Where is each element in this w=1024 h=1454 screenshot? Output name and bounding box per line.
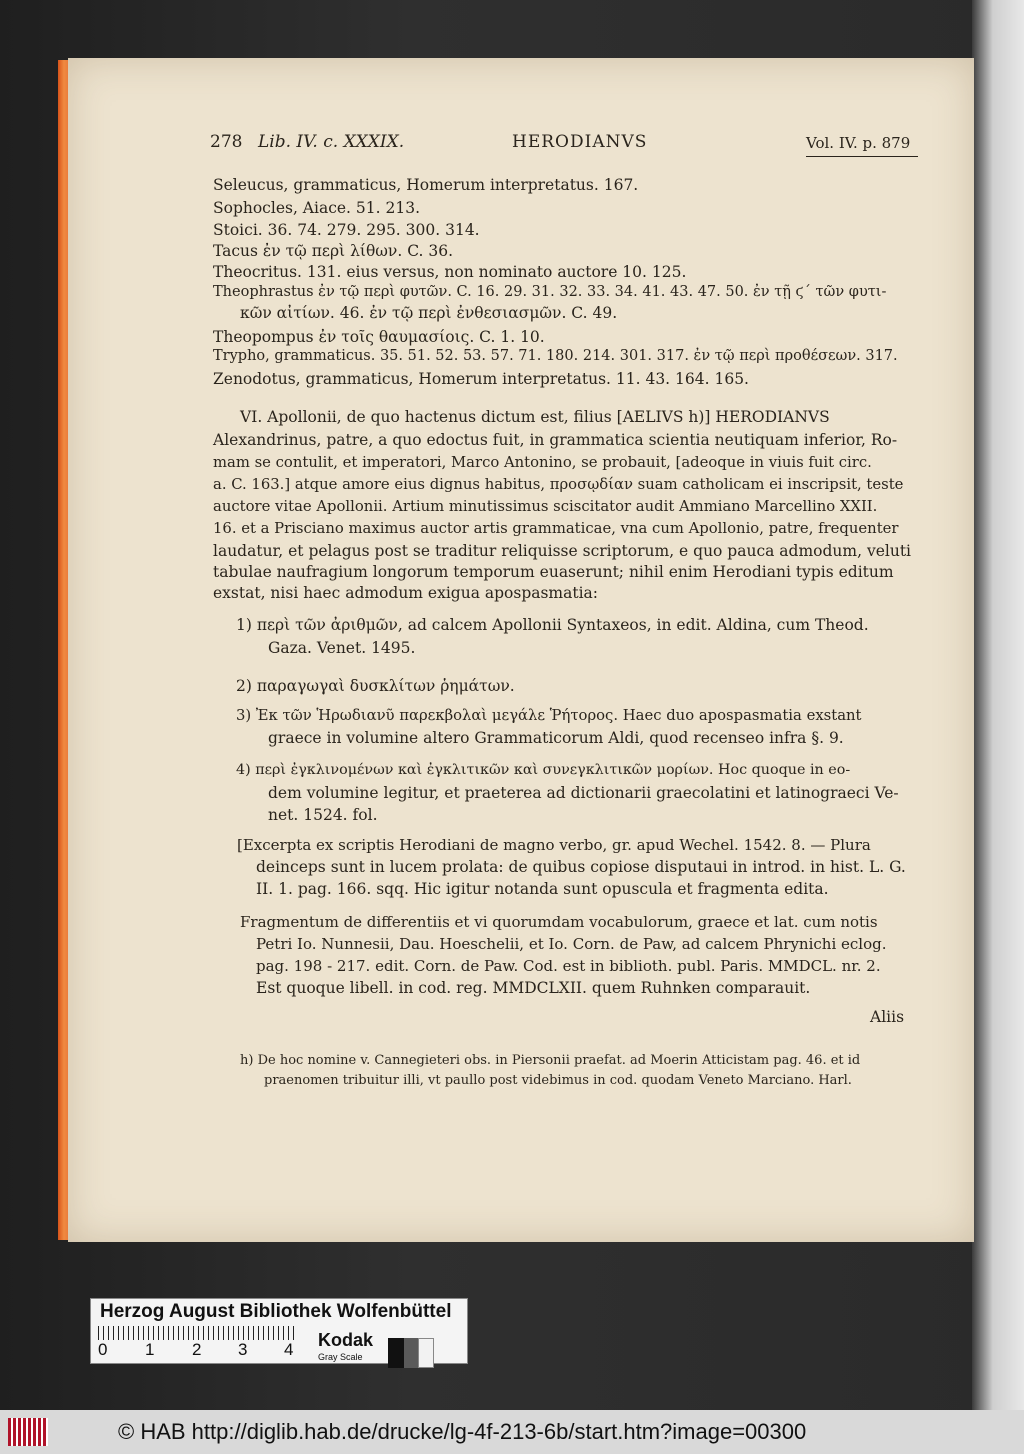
index-line: Theopompus ἐν τοῖς θαυμασίοις. C. 1. 10. [213,328,545,346]
book-reference: Lib. IV. c. XXXIX. [258,132,405,152]
library-label-title: Herzog August Bibliothek Wolfenbüttel [100,1301,452,1322]
paragraph-line: tabulae naufragium longorum temporum euaserunt; nihil enim Herodiani typis editum [213,563,894,581]
footer-copyright-link[interactable]: © HAB http://diglib.hab.de/drucke/lg-4f-213-6b/start.htm?image=00300 [118,1419,807,1444]
gray-scale-caption: Gray Scale [318,1352,363,1362]
fragmentum-line: pag. 198 - 217. edit. Corn. de Paw. Cod. est in biblioth. publ. Paris. MMDCL. nr. 2. [256,957,881,975]
paragraph-line: auctore vitae Apollonii. Artium minutissimus sciscitator audit Ammiano Marcellino XXII. [213,498,878,515]
page-number: 278 [210,132,243,152]
ruler-number: 4 [284,1340,294,1359]
index-line: Sophocles, Aiace. 51. 213. [213,199,420,217]
volume-reference: Vol. IV. p. 879 [806,134,911,152]
index-line: κῶν αἰτίων. 46. ἐν τῷ περὶ ἐνθεσιασμῶν. C. 49. [240,304,618,322]
header-underline [806,156,918,157]
paragraph-line: a. C. 163.] atque amore eius dignus habitus, προσῳδίαν suam catholicam ei inscripsit, teste [213,476,904,493]
paragraph-line: exstat, nisi haec admodum exigua apospasmatia: [213,584,599,602]
index-line: Theocritus. 131. eius versus, non nominato auctore 10. 125. [213,263,687,281]
footnote-line: praenomen tribuitur illi, vt paullo post videbimus in cod. quodam Veneto Marciano. Harl. [264,1073,852,1088]
ruler-number: 3 [238,1340,248,1359]
ruler-number: 1 [145,1340,155,1359]
excerpta-line: II. 1. pag. 166. sqq. Hic igitur notanda sunt opuscula et fragmenta edita. [256,880,829,898]
list-item-line: 3) Ἐκ τῶν Ἡρωδιανῦ παρεκβολαὶ μεγάλε Ῥήτορος. Haec duo apospasmatia exstant [236,707,862,724]
kodak-brand: Kodak [318,1330,374,1350]
index-line: Trypho, grammaticus. 35. 51. 52. 53. 57. 71. 180. 214. 301. 317. ἐν τῷ περὶ προθέσεων. 317. [213,348,898,364]
list-item-line: 2) παραγωγαὶ δυσκλίτων ῥημάτων. [236,677,515,695]
fragmentum-line: Petri Io. Nunnesii, Dau. Hoeschelii, et Io. Corn. de Paw, ad calcem Phrynichi eclog. [256,935,887,953]
list-item-line: net. 1524. fol. [268,806,378,824]
ruler-number: 2 [192,1340,202,1359]
catchword: Aliis [870,1008,905,1026]
list-item-line: dem volumine legitur, et praeterea ad dictionarii graecolatini et latinograeci Ve- [268,784,899,802]
paragraph-line: laudatur, et pelagus post se traditur reliquisse scriptorum, e quo pauca admodum, veluti [213,542,912,560]
index-line: Stoici. 36. 74. 279. 295. 300. 314. [213,221,480,239]
ruler-number: 0 [98,1340,108,1359]
list-item-line: 1) περὶ τῶν ἀριθμῶν, ad calcem Apollonii Syntaxeos, in edit. Aldina, cum Theod. [236,616,869,634]
list-item-line: 4) περὶ ἐγκλινομένων καὶ ἐγκλιτικῶν καὶ συνεγκλιτικῶν μορίων. Hoc quoque in eo- [236,762,851,778]
gray-patch-mid [404,1338,418,1368]
footnote-line: h) De hoc nomine v. Cannegieteri obs. in Piersonii praefat. ad Moerin Atticistam pag. 46. et id [240,1053,861,1068]
adjacent-page-strip [972,0,1024,1410]
hab-logo-icon [8,1418,48,1446]
list-item-line: graece in volumine altero Grammaticorum Aldi, quod recenseo infra §. 9. [268,729,844,747]
excerpta-line: deinceps sunt in lucem prolata: de quibus copiose disputaui in introd. in hist. L. G. [256,858,906,876]
list-item-line: Gaza. Venet. 1495. [268,639,416,657]
index-line: Zenodotus, grammaticus, Homerum interpretatus. 11. 43. 164. 165. [213,370,749,388]
running-title: HERODIANVS [512,132,648,152]
paragraph-line: VI. Apollonii, de quo hactenus dictum est, filius [AELIVS h)] HERODIANVS [240,408,830,426]
index-line: Seleucus, grammaticus, Homerum interpretatus. 167. [213,176,639,194]
excerpta-line: [Excerpta ex scriptis Herodiani de magno verbo, gr. apud Wechel. 1542. 8. — Plura [237,836,871,854]
gray-patch-white [418,1338,434,1368]
paragraph-line: Alexandrinus, patre, a quo edoctus fuit, in grammatica scientia neutiquam inferior, Ro- [213,431,898,449]
fragmentum-line: Fragmentum de differentiis et vi quorumdam vocabulorum, graece et lat. cum notis [240,913,878,931]
index-line: Theophrastus ἐν τῷ περὶ φυτῶν. C. 16. 29. 31. 32. 33. 34. 41. 43. 47. 50. ἐν τῇ ϛ΄ τῶν φυτι- [213,284,887,300]
index-line: Tacus ἐν τῷ περὶ λίθων. C. 36. [213,242,454,260]
gray-patch-black [388,1338,404,1368]
paragraph-line: mam se contulit, et imperatori, Marco Antonino, se probauit, [adeoque in viuis fuit circ. [213,454,872,471]
fragmentum-line: Est quoque libell. in cod. reg. MMDCLXII. quem Ruhnken comparauit. [256,979,811,997]
ruler-scale [98,1326,294,1340]
paragraph-line: 16. et a Prisciano maximus auctor artis grammaticae, vna cum Apollonio, patre, frequenter [213,520,899,537]
